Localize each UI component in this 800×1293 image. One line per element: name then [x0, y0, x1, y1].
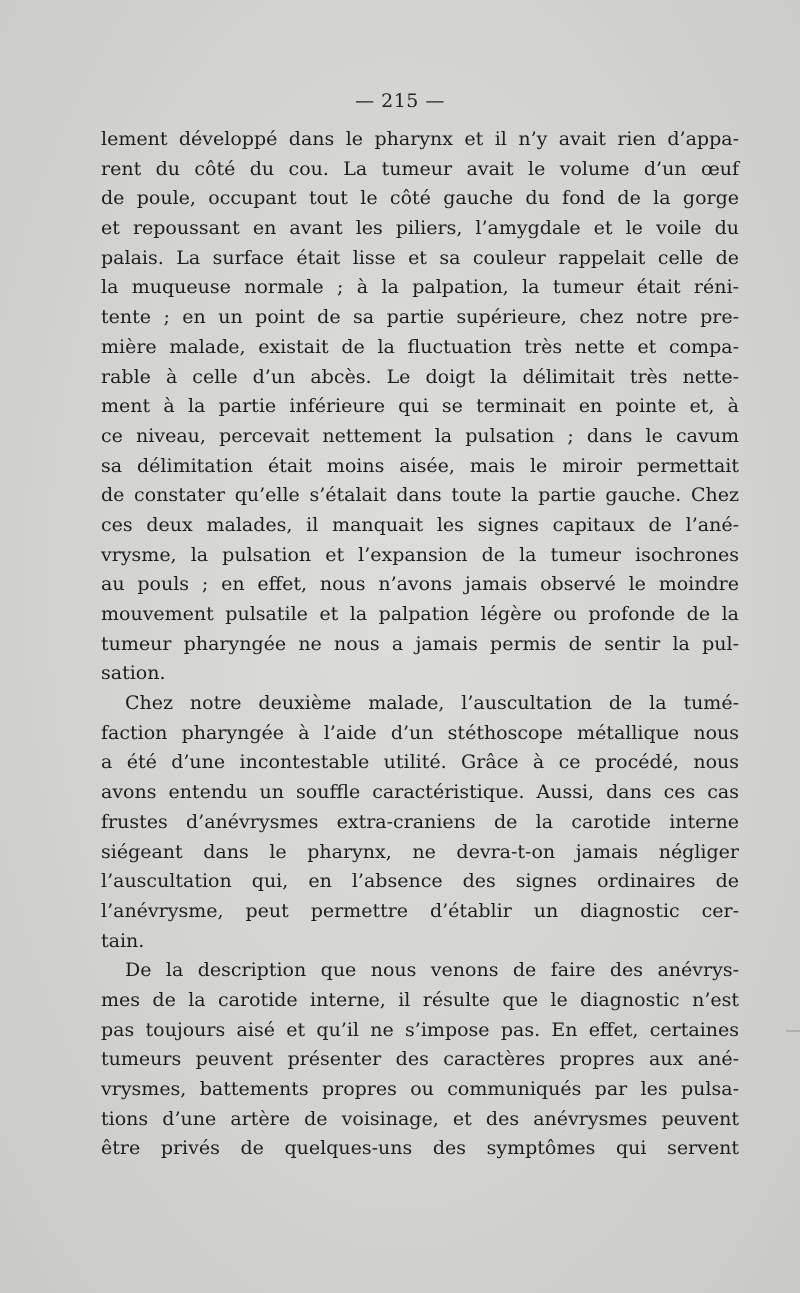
text-line: et repoussant en avant les piliers, l’amygdale et le voile du — [101, 217, 739, 240]
text-line: De la description que nous venons de faire des anévrys- — [125, 959, 739, 982]
text-line: de constater qu’elle s’étalait dans toute la partie gauche. Chez — [101, 484, 739, 507]
text-line: sation. — [101, 662, 166, 685]
text-line: ces deux malades, il manquait les signes capitaux de l’ané- — [101, 513, 739, 536]
text-line: vrysme, la pulsation et l’expansion de la tumeur isochrones — [101, 543, 739, 566]
text-line: être privés de quelques-uns des symptômes qui servent — [101, 1137, 739, 1160]
text-line: de poule, occupant tout le côté gauche du fond de la gorge — [101, 187, 739, 210]
text-line: tions d’une artère de voisinage, et des anévrysmes peuvent — [101, 1107, 739, 1130]
text-line: ment à la partie inférieure qui se terminait en pointe et, à — [101, 395, 739, 418]
text-line: l’auscultation qui, en l’absence des signes ordinaires de — [101, 870, 739, 893]
scan-edge-mark — [786, 1030, 800, 1032]
text-line: la muqueuse normale ; à la palpation, la tumeur était réni- — [101, 276, 739, 299]
text-line: rent du côté du cou. La tumeur avait le volume d’un œuf — [101, 157, 739, 180]
text-line: avons entendu un souffle caractéristique. Aussi, dans ces cas — [101, 781, 739, 804]
text-line: tumeurs peuvent présenter des caractères propres aux ané- — [101, 1048, 739, 1071]
body-text — [101, 125, 739, 1164]
text-line: Chez notre deuxième malade, l’auscultation de la tumé- — [125, 692, 739, 715]
text-line: pas toujours aisé et qu’il ne s’impose pas. En effet, certaines — [101, 1018, 739, 1041]
text-line: sa délimitation était moins aisée, mais le miroir permettait — [101, 454, 739, 477]
page-number: — 215 — — [355, 90, 445, 112]
text-line: tain. — [101, 929, 145, 952]
text-line: mière malade, existait de la fluctuation très nette et compa- — [101, 335, 739, 358]
text-line: tumeur pharyngée ne nous a jamais permis de sentir la pul- — [101, 632, 739, 655]
text-line: siégeant dans le pharynx, ne devra-t-on jamais négliger — [101, 840, 739, 863]
paragraph — [101, 956, 739, 1164]
text-line: au pouls ; en effet, nous n’avons jamais observé le moindre — [101, 573, 739, 596]
text-line: mouvement pulsatile et la palpation légère ou profonde de la — [101, 603, 739, 625]
paragraph — [101, 125, 739, 689]
text-line: tente ; en un point de sa partie supérieure, chez notre pre- — [101, 306, 739, 329]
text-line: lement développé dans le pharynx et il n’y avait rien d’appa- — [101, 128, 739, 150]
text-line: mes de la carotide interne, il résulte que le diagnostic n’est — [101, 988, 739, 1011]
text-line: ce niveau, percevait nettement la pulsation ; dans le cavum — [101, 424, 739, 447]
text-line: vrysmes, battements propres ou communiqués par les pulsa- — [101, 1078, 739, 1100]
paragraph — [101, 689, 739, 956]
text-line: frustes d’anévrysmes extra-craniens de la carotide interne — [101, 810, 739, 833]
text-line: l’anévrysme, peut permettre d’établir un diagnostic cer- — [101, 899, 739, 922]
text-line: palais. La surface était lisse et sa couleur rappelait celle de — [101, 246, 739, 269]
text-line: a été d’une incontestable utilité. Grâce à ce procédé, nous — [101, 751, 739, 774]
text-line: rable à celle d’un abcès. Le doigt la délimitait très nette- — [101, 365, 739, 388]
text-line: faction pharyngée à l’aide d’un stéthoscope métallique nous — [101, 721, 739, 744]
